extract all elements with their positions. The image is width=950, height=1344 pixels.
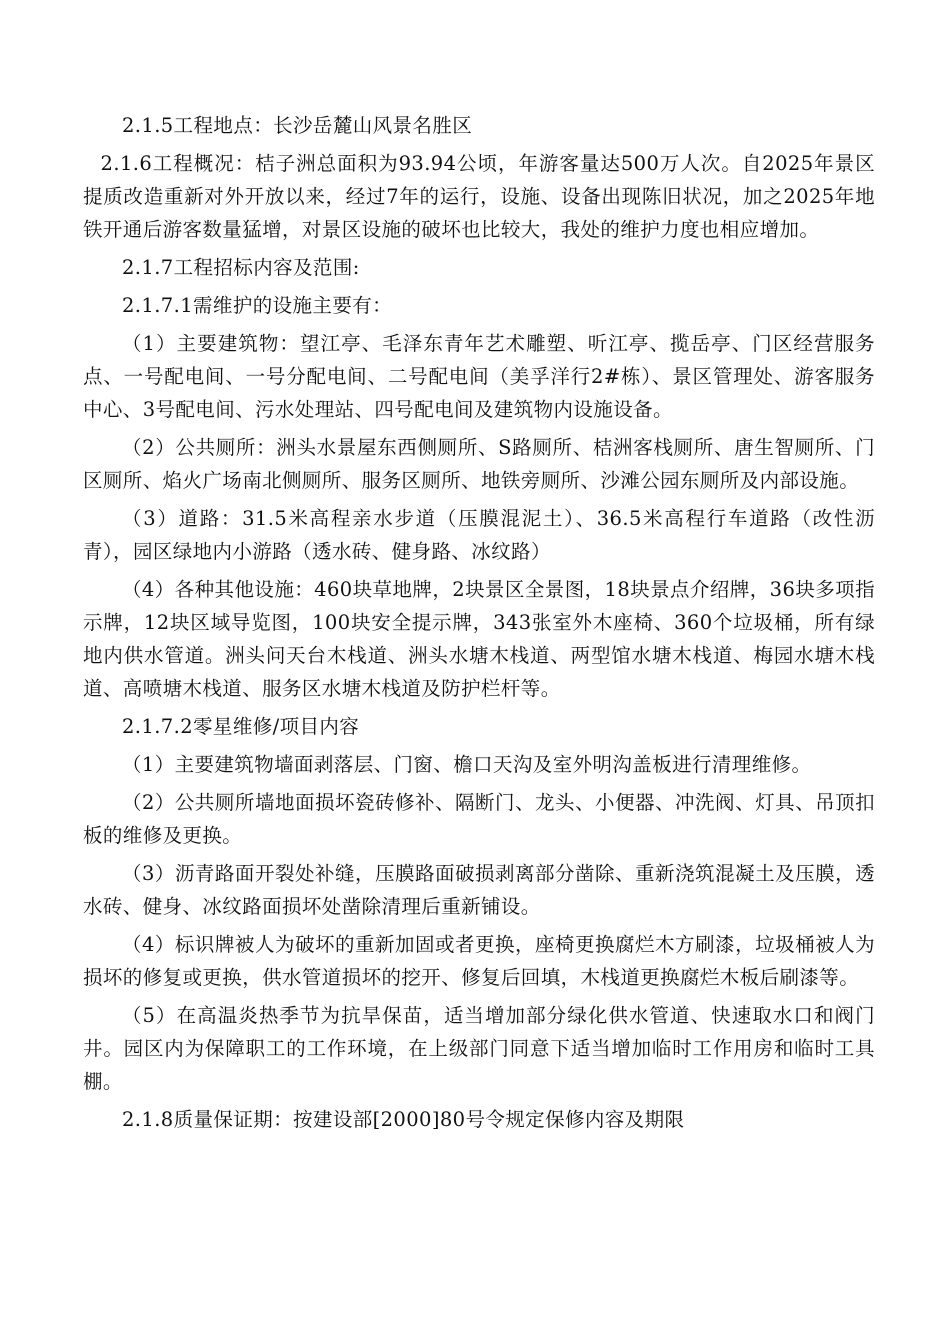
paragraph-item-2-toilets: （2）公共厕所：洲头水景屋东西侧厕所、S路厕所、桔洲客栈厕所、唐生智厕所、门区厕所、焰火广场南北侧厕所、服务区厕所、地铁旁厕所、沙滩公园东厕所及内部设施。	[83, 436, 875, 492]
paragraph-repair-1: （1）主要建筑物墙面剥落层、门窗、檐口天沟及室外明沟盖板进行清理维修。	[122, 753, 812, 776]
paragraph-repair-5: （5）在高温炎热季节为抗旱保苗，适当增加部分绿化供水管道、快速取水口和阀门井。园区内为保障职工的工作环境，在上级部门同意下适当增加临时工作用房和临时工具棚。	[83, 1004, 875, 1093]
paragraph-repair-4: （4）标识牌被人为破坏的重新加固或者更换，座椅更换腐烂木方刷漆，垃圾桶被人为损坏的修复或更换，供水管道损坏的挖开、修复后回填，木栈道更换腐烂木板后刷漆等。	[83, 933, 875, 989]
paragraph-repair-2: （2）公共厕所墙地面损坏瓷砖修补、隔断门、龙头、小便器、冲洗阀、灯具、吊顶扣板的维修及更换。	[83, 791, 875, 847]
paragraph-2-1-7-1: 2.1.7.1需维护的设施主要有：	[122, 294, 393, 317]
paragraph-2-1-8: 2.1.8质量保证期：按建设部[2000]80号令规定保修内容及期限	[122, 1108, 685, 1131]
paragraph-item-1-buildings: （1）主要建筑物：望江亭、毛泽东青年艺术雕塑、听江亭、揽岳亭、门区经营服务点、一号配电间、一号分配电间、二号配电间（美孚洋行2#栋）、景区管理处、游客服务中心、3号配电间、污水处理站、四号配电间及建筑物内设施设备。	[83, 332, 875, 421]
paragraph-repair-3: （3）沥青路面开裂处补缝，压膜路面破损剥离部分凿除、重新浇筑混凝土及压膜，透水砖、健身、冰纹路面损坏处凿除清理后重新铺设。	[83, 862, 875, 918]
paragraph-item-3-roads: （3）道路：31.5米高程亲水步道（压膜混泥土）、36.5米高程行车道路（改性沥青），园区绿地内小游路（透水砖、健身路、冰纹路）	[83, 507, 875, 563]
paragraph-2-1-7-2: 2.1.7.2零星维修/项目内容	[122, 715, 360, 738]
paragraph-2-1-6: 2.1.6工程概况：桔子洲总面积为93.94公顷，年游客量达500万人次。自2025年景区提质改造重新对外开放以来，经过7年的运行，设施、设备出现陈旧状况，加之2025年地铁开通后游客数量猛增，对景区设施的破坏也比较大，我处的维护力度也相应增加。	[83, 152, 875, 241]
paragraph-2-1-5: 2.1.5工程地点：长沙岳麓山风景名胜区	[122, 114, 473, 137]
paragraph-item-4-other-facilities: （4）各种其他设施：460块草地牌，2块景区全景图，18块景点介绍牌，36块多项指示牌，12块区域导览图，100块安全提示牌，343张室外木座椅、360个垃圾桶，所有绿地内供水管道。洲头问天台木栈道、洲头水塘木栈道、两型馆水塘木栈道、梅园水塘木栈道、高喷塘木栈道、服务区水塘木栈道及防护栏杆等。	[83, 578, 875, 700]
document-page	[83, 109, 875, 1141]
paragraph-2-1-7: 2.1.7工程招标内容及范围:	[122, 256, 360, 279]
